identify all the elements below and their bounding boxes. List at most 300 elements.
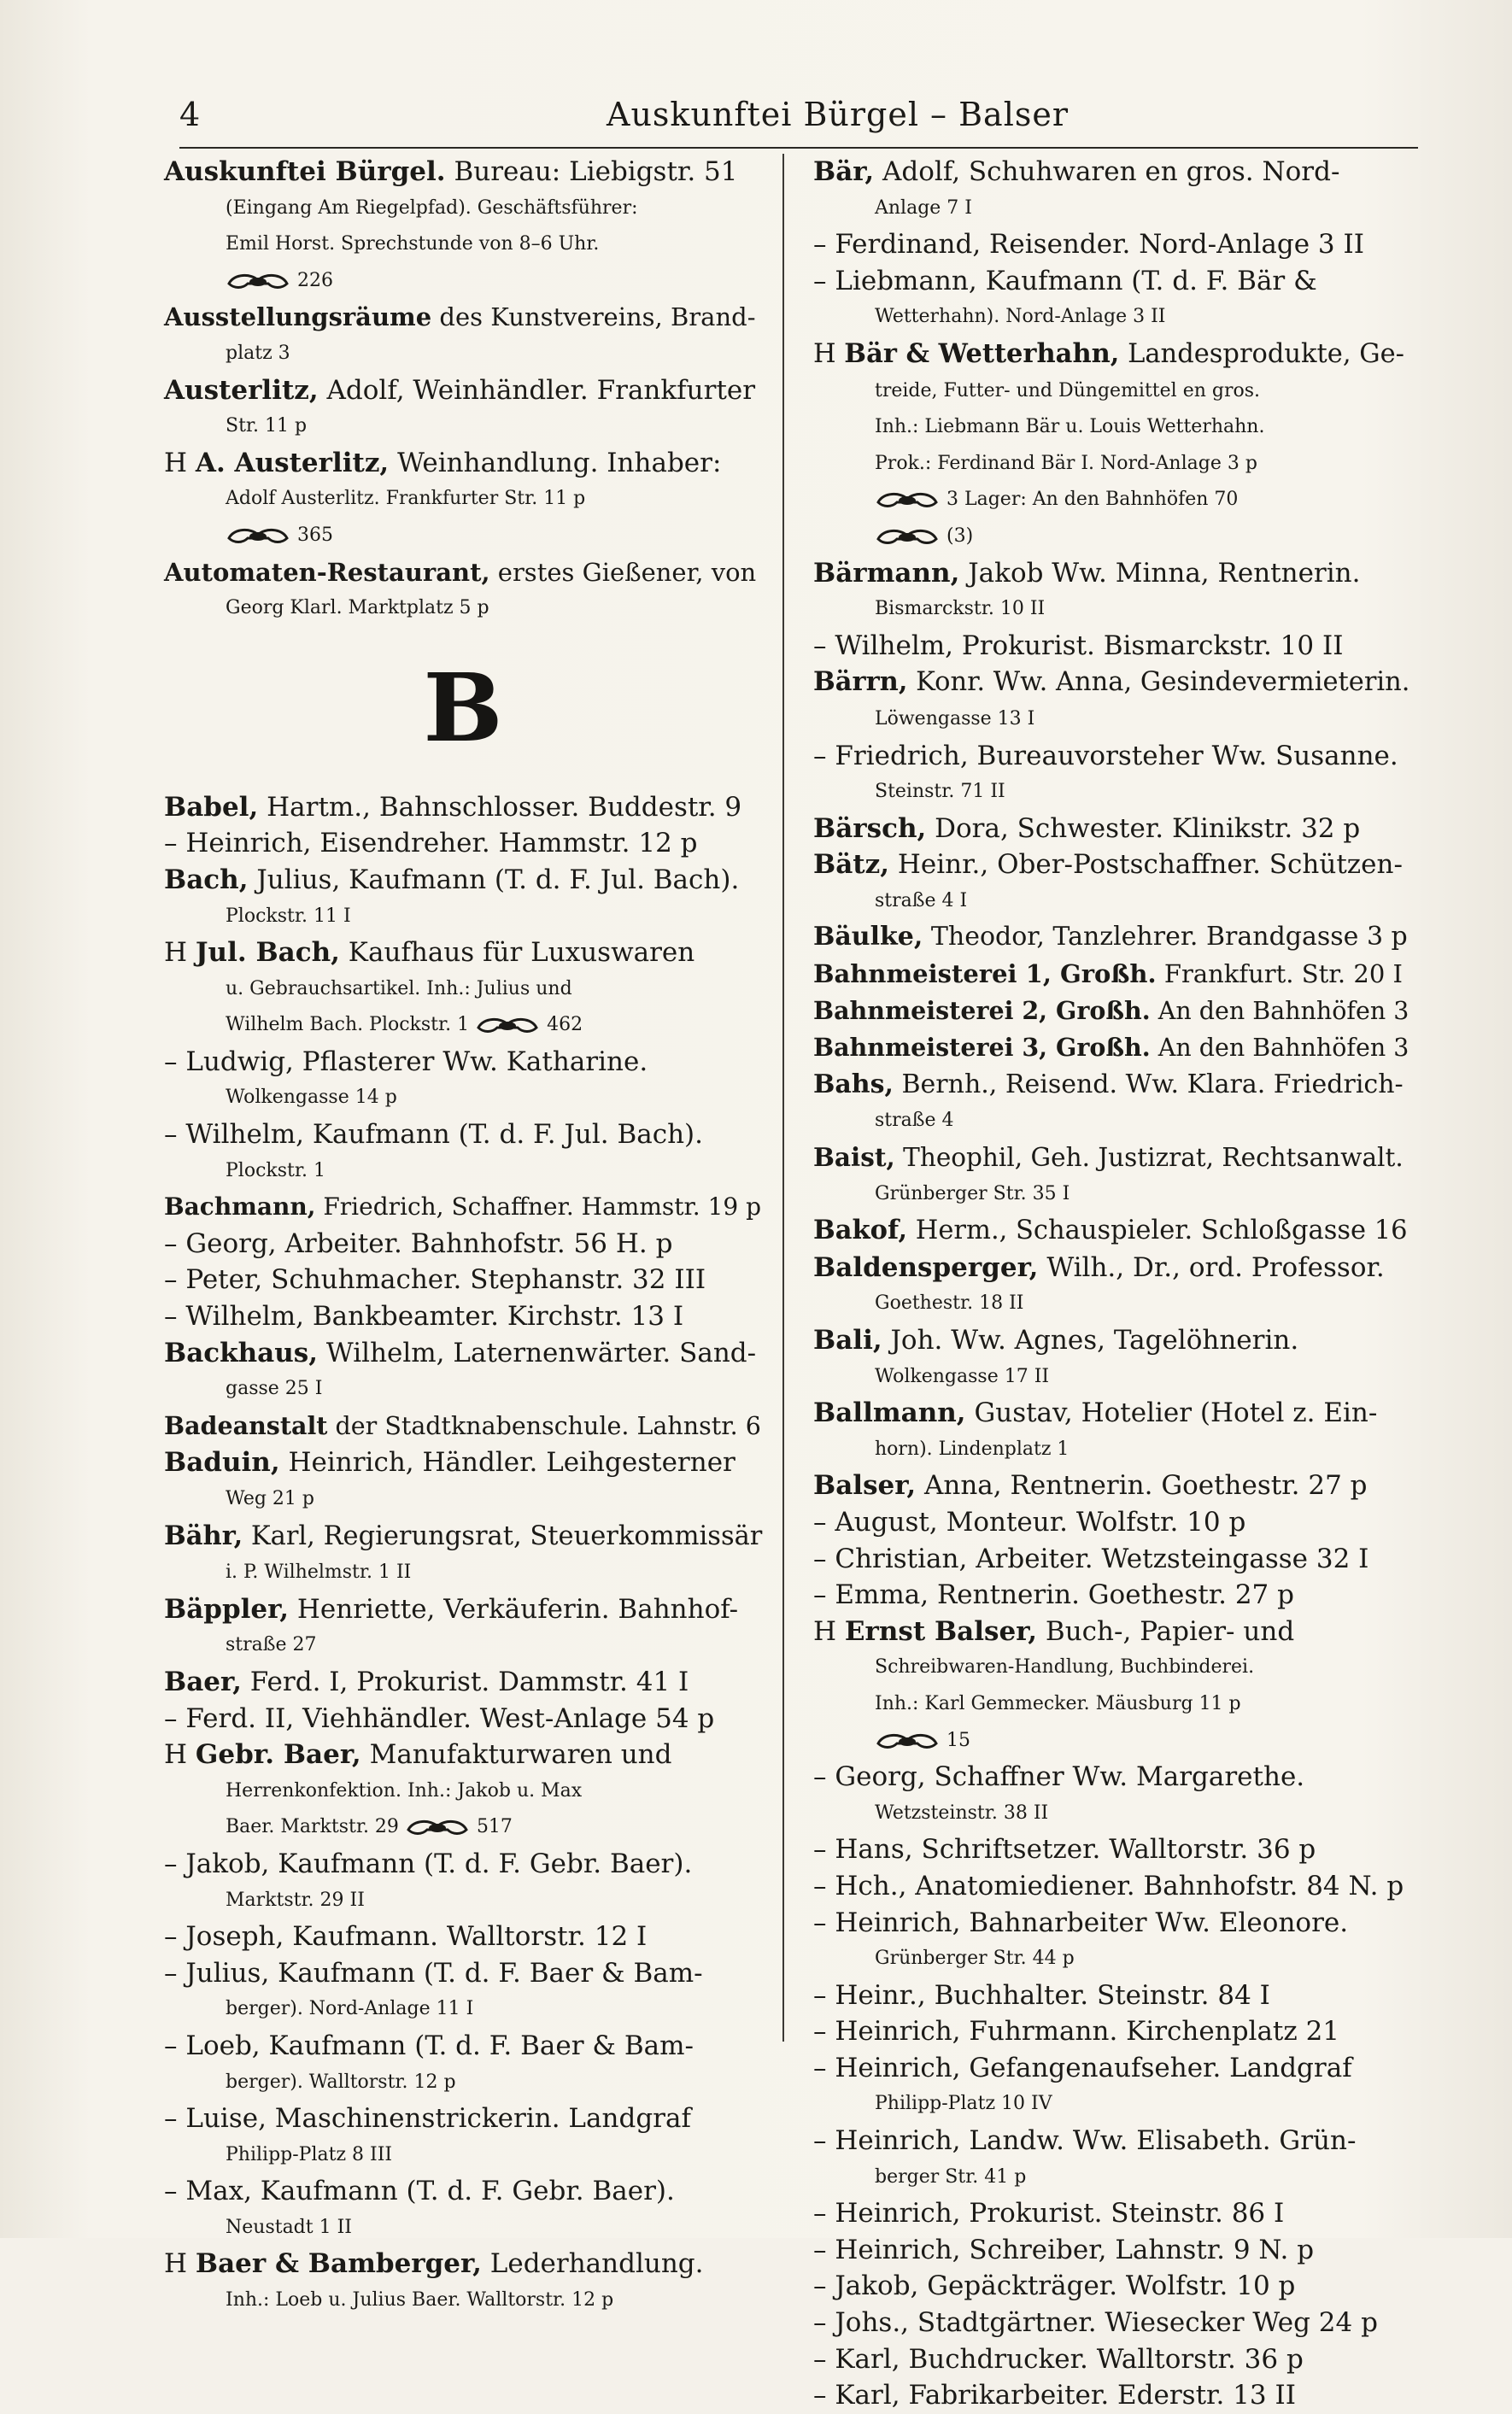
entry-prefix: – [813,229,835,261]
entry-text: Ferd. II, Viehhändler. West-Anlage 54 p [185,1702,715,1734]
entry-line [164,590,762,627]
directory-entry [813,847,1411,919]
entry-line [164,1919,762,1955]
entry-text: Theophil, Geh. Justizrat, Rechtsanwalt. [894,1143,1404,1173]
directory-entry [164,1591,762,1664]
entry-prefix: – [813,2270,835,2302]
entry-line [164,1773,762,1810]
entry-name: Bärmann, [813,557,960,589]
entry-line [164,2210,762,2247]
entry-text: Heinrich, Schreiber, Lahnstr. 9 N. p [835,2234,1315,2265]
directory-entry [813,555,1411,665]
entry-line [813,1977,1411,2014]
entry-line [813,2013,1411,2050]
entry-line [813,1577,1411,1614]
entry-text: Wetzsteinstr. 38 II [875,1802,1049,1824]
entry-prefix: – [813,1543,835,1574]
entry-line [164,263,762,300]
entry-text: Johs., Stadtgärtner. Wiesecker Weg 24 p [835,2307,1378,2339]
entry-text: Georg, Schaffner Ww. Margarethe. [835,1761,1305,1793]
entry-line [813,1941,1411,1977]
directory-entry [813,1322,1411,1395]
entry-text: Inh.: Liebmann Bär u. Louis Wetterhahn. [875,416,1265,438]
entry-text: Steinstr. 71 II [875,781,1005,803]
entry-text: Wilhelm, Kaufmann (T. d. F. Jul. Bach). [185,1119,703,1151]
entry-text: straße 4 I [875,889,968,911]
entry-line [813,446,1411,483]
entry-line [164,1955,762,1992]
entry-name: Ausstellungsräume [164,302,432,332]
entry-line [813,2123,1411,2159]
entry-text: Wolkengasse 14 p [226,1087,397,1109]
entry-line [813,774,1411,811]
entry-line [813,1649,1411,1686]
entry-text: Jakob Ww. Minna, Rentnerin. [959,557,1361,589]
entry-line [164,1809,762,1846]
entry-line [813,1468,1411,1504]
entry-prefix: – [164,1848,186,1879]
entry-text: Str. 11 p [226,415,308,437]
entry-line [164,2246,762,2282]
directory-entry [164,154,762,299]
entry-name: Ballmann, [813,1397,966,1429]
entry-line [813,1103,1411,1140]
entry-text: Löwengasse 13 I [875,707,1035,729]
entry-line [813,1067,1411,1104]
entry-text: Plockstr. 1 [226,1159,325,1181]
entry-text: gasse 25 I [226,1378,323,1400]
entry-line [164,1701,762,1737]
entry-text: Dora, Schwester. Klinikstr. 32 p [926,812,1361,844]
entry-line [164,190,762,227]
entry-text: Wolkengasse 17 II [875,1365,1050,1387]
entry-line [813,1286,1411,1322]
entry-prefix: – [813,2125,835,2157]
entry-text: Hans, Schriftsetzer. Walltorstr. 36 p [835,1834,1316,1866]
entry-text: Georg, Arbeiter. Bahnhofstr. 56 H. p [185,1228,673,1259]
entry-text: Luise, Maschinenstrickerin. Landgraf [185,2103,691,2135]
entry-text: Ferdinand, Reisender. Nord-Anlage 3 II [835,229,1364,261]
telephone-number: 517 [476,1816,513,1838]
entry-text: Jakob, Gepäckträger. Wolfstr. 10 p [835,2270,1296,2302]
entry-prefix: – [164,1921,186,1953]
entry-text: der Stadtknabenschule. Lahnstr. 6 [327,1411,761,1440]
entry-text: Heinrich, Fuhrmann. Kirchenplatz 21 [835,2016,1340,2048]
directory-entry [813,919,1411,956]
telephone-icon [405,1816,470,1838]
entry-text: Prok.: Ferdinand Bär I. Nord-Anlage 3 p [875,452,1257,474]
directory-entry [813,811,1411,847]
entry-line [813,1322,1411,1359]
entry-line [813,2305,1411,2341]
entry-prefix: – [813,2234,835,2265]
entry-text: Goethestr. 18 II [875,1292,1024,1315]
entry-name: Bär, [813,156,875,187]
entry-line [813,1723,1411,1760]
directory-entry [813,1395,1411,1468]
entry-line [813,263,1411,300]
entry-name: Bakof, [813,1215,908,1246]
entry-text: Hch., Anatomiediener. Bahnhofstr. 84 N. p [835,1870,1404,1901]
entry-line [164,1555,762,1591]
telephone-icon [226,524,290,547]
entry-prefix: – [813,1907,835,1938]
entry-text: Gustav, Hotelier (Hotel z. Ein- [965,1397,1378,1429]
entry-prefix: – [813,2343,835,2375]
entry-line [813,1614,1411,1650]
entry-text: berger). Nord-Anlage 11 I [226,1998,474,2020]
entry-line [813,1359,1411,1396]
entry-name: Bahnmeisterei 2, Großh. [813,995,1151,1025]
entry-line [164,1080,762,1116]
entry-text: 3 Lager: An den Bahnhöfen 70 [946,489,1239,511]
entry-text: berger). Walltorstr. 12 p [226,2071,456,2093]
entry-text: Lederhandlung. [481,2248,704,2280]
entry-text: Ferd. I, Prokurist. Dammstr. 41 I [241,1666,689,1697]
directory-entry [164,554,762,627]
entry-name: Bahnmeisterei 3, Großh. [813,1033,1151,1063]
entry-text: Manufakturwaren und [360,1739,672,1771]
entry-text: Henriette, Verkäuferin. Bahnhof- [289,1593,739,1625]
entry-line [813,1905,1411,1942]
entry-name: Austerlitz, [164,374,319,406]
entry-text: Heinrich, Eisendreher. Hammstr. 12 p [185,828,698,859]
entry-text: Hartm., Bahnschlosser. Buddestr. 9 [258,791,742,823]
entry-prefix: – [813,2380,835,2411]
entry-prefix: – [164,1119,186,1151]
directory-entry [813,1067,1411,1140]
entry-text: August, Monteur. Wolfstr. 10 p [835,1506,1246,1538]
entry-line [813,628,1411,665]
directory-entry [813,664,1411,810]
entry-line [813,1029,1411,1067]
entry-text: Joh. Ww. Agnes, Tagelöhnerin. [882,1325,1299,1356]
directory-entry [164,862,762,1189]
directory-entry [813,1468,1411,2413]
entry-line [813,154,1411,190]
entry-line [813,2268,1411,2305]
entry-prefix: – [813,2307,835,2339]
entry-line [813,409,1411,446]
entry-text: Karl, Buchdrucker. Walltorstr. 36 p [835,2343,1304,2375]
entry-text: Wilhelm, Bankbeamter. Kirchstr. 13 I [185,1301,684,1333]
directory-entry [164,372,762,554]
entry-prefix: – [813,1506,835,1538]
entry-text: Georg Klarl. Marktplatz 5 p [226,597,489,619]
entry-name: Baer & Bamberger, [195,2248,482,2280]
entry-prefix: – [164,2176,186,2207]
entry-prefix: – [164,1046,186,1077]
entry-line [813,591,1411,628]
entry-line [164,1591,762,1628]
entry-text: straße 27 [226,1634,317,1656]
directory-entry [164,1518,762,1591]
entry-line [164,1883,762,1919]
entry-text: Peter, Schuhmacher. Stephanstr. 32 III [185,1264,706,1296]
entry-name: A. Austerlitz, [195,447,390,478]
entry-prefix: – [164,1957,186,1989]
entry-text: Grünberger Str. 44 p [875,1948,1075,1970]
telephone-number: 462 [547,1014,583,1036]
entry-name: Bähr, [164,1520,243,1551]
entry-line [813,883,1411,920]
entry-name: Bali, [813,1325,882,1356]
entry-line [164,935,762,971]
entry-line [813,226,1411,263]
entry-line [164,1262,762,1298]
directory-entry [164,1444,762,1517]
directory-entry [813,1029,1411,1067]
entry-text: Christian, Arbeiter. Wetzsteingasse 32 I [835,1543,1369,1574]
entry-text: Weinhandlung. Inhaber: [389,447,722,478]
entry-prefix: – [164,2103,186,2135]
entry-name: Bäppler, [164,1593,290,1625]
entry-prefix: – [164,1228,186,1259]
entry-text: An den Bahnhöfen 3 [1150,1034,1409,1063]
entry-text: 15 [946,1729,970,1751]
running-head: Auskunftei Bürgel – Balser [607,96,1070,133]
entry-line [813,847,1411,883]
entry-line [164,554,762,591]
directory-entry [164,1408,762,1445]
entry-text: Adolf, Weinhändler. Frankfurter [318,374,756,406]
section-letter: B [423,652,503,763]
entry-line [813,664,1411,701]
entry-text: Friedrich, Schaffner. Hammstr. 19 p [315,1192,762,1222]
entry-line [813,336,1411,373]
entry-text: Heinrich, Landw. Ww. Elisabeth. Grün- [835,2125,1357,2157]
entry-name: Baer, [164,1666,242,1697]
entry-line [164,226,762,263]
directory-entry [164,1189,762,1334]
entry-text: Herm., Schauspieler. Schloßgasse 16 [907,1216,1408,1246]
entry-text: Weg 21 p [226,1488,314,1509]
entry-text: Julius, Kaufmann (T. d. F. Baer & Bam- [185,1957,703,1989]
entry-text: Anna, Rentnerin. Goethestr. 27 p [916,1470,1368,1502]
entry-line [164,1444,762,1481]
entry-line [164,899,762,935]
entry-text: Heinrich, Händler. Leihgesterner [279,1447,735,1479]
entry-line [813,1212,1411,1250]
entry-text: i. P. Wilhelmstr. 1 II [226,1561,412,1584]
entry-text: Bernh., Reisend. Ww. Klara. Friedrich- [893,1069,1404,1099]
entry-text: 226 [297,269,333,291]
entry-line [164,1116,762,1153]
entry-name: Automaten-Restaurant, [164,557,490,587]
entry-prefix: – [813,2052,835,2083]
right-column [813,154,1411,2414]
page-header [179,96,1418,147]
entry-line [813,1395,1411,1432]
entry-text: Wilh., Dr., ord. Professor. [1038,1251,1385,1283]
entry-text: Wilhelm, Prokurist. Bismarckstr. 10 II [835,630,1344,661]
entry-line [813,1250,1411,1286]
entry-prefix: – [164,2030,186,2061]
entry-text: Baer. Marktstr. 29 [226,1816,399,1838]
entry-text: Inh.: Loeb u. Julius Baer. Walltorstr. 12 p [226,2289,614,2311]
directory-entry [164,299,762,372]
entry-name: Bach, [164,864,249,895]
telephone-icon [875,489,940,511]
entry-line [813,1504,1411,1541]
telephone-icon [875,525,940,548]
entry-name: Bäulke, [813,922,923,952]
entry-text: Heinr., Ober-Postschaffner. Schützen- [889,849,1403,881]
entry-prefix: H [164,937,196,969]
column-divider [782,154,784,2042]
entry-text: (Eingang Am Riegelpfad). Geschäftsführer: [226,196,638,219]
entry-prefix: – [813,630,835,661]
entry-line [164,2101,762,2137]
entry-line [813,190,1411,227]
entry-text: Heinr., Buchhalter. Steinstr. 84 I [835,1979,1270,2011]
entry-line [164,299,762,336]
entry-line [813,2050,1411,2087]
entry-prefix: – [813,2016,835,2048]
entry-line [813,2086,1411,2123]
entry-text: Emma, Rentnerin. Goethestr. 27 p [835,1579,1294,1611]
entry-text: Bismarckstr. 10 II [875,598,1046,620]
entry-name: Baist, [813,1142,895,1173]
entry-line [164,408,762,445]
entry-text: berger Str. 41 p [875,2165,1027,2188]
header-rule [179,147,1418,149]
entry-text: Heinrich, Gefangenaufseher. Landgraf [835,2052,1352,2083]
entry-text: Liebmann, Kaufmann (T. d. F. Bär & [835,265,1317,296]
entry-line [164,1007,762,1044]
entry-text: Friedrich, Bureauvorsteher Ww. Susanne. [835,740,1398,771]
directory-entry [813,154,1411,555]
entry-name: Gebr. Baer, [195,1739,361,1771]
entry-line [813,1759,1411,1796]
entry-line [164,1846,762,1883]
entry-prefix: – [813,265,835,296]
entry-text: Plockstr. 11 I [226,905,351,927]
entry-line [164,2065,762,2101]
entry-prefix: – [813,1870,835,1901]
entry-line [164,1991,762,2028]
entry-text: Konr. Ww. Anna, Gesindevermieterin. [907,667,1410,698]
entry-name: Bahnmeisterei 1, Großh. [813,959,1157,989]
entry-line [164,2028,762,2065]
entry-line [164,336,762,372]
entry-line [813,1432,1411,1468]
directory-entry [813,1212,1411,1250]
entry-text: des Kunstvereins, Brand- [431,302,756,332]
entry-name: Bärrn, [813,666,908,698]
entry-prefix: H [164,1739,196,1771]
entry-text: platz 3 [226,342,290,364]
entry-line [164,1153,762,1190]
entry-text: Marktstr. 29 II [226,1889,365,1911]
entry-prefix: – [813,1761,835,1793]
entry-name: Bärsch, [813,812,927,844]
entry-text: Wilhelm Bach. Plockstr. 1 [226,1014,470,1036]
entry-line [164,518,762,554]
entry-line [164,789,762,826]
entry-prefix: – [164,1301,186,1333]
entry-line [164,1371,762,1408]
entry-text: Theodor, Tanzlehrer. Brandgasse 3 p [923,922,1408,952]
entry-text: Julius, Kaufmann (T. d. F. Jul. Bach). [248,864,740,895]
entry-line [813,2232,1411,2269]
entry-text: Frankfurt. Str. 20 I [1156,959,1403,989]
entry-text: Schreibwaren-Handlung, Buchbinderei. [875,1656,1255,1679]
entry-text: Wetterhahn). Nord-Anlage 3 II [875,306,1166,328]
entry-text: Adolf, Schuhwaren en gros. Nord- [874,156,1340,187]
directory-entry [164,1664,762,2319]
entry-line [813,2341,1411,2378]
directory-entry [164,789,762,862]
telephone-icon [875,1730,940,1752]
entry-text: Philipp-Platz 8 III [226,2143,393,2165]
entry-line [164,2173,762,2210]
entry-prefix: H [164,2248,196,2280]
entry-text: Neustadt 1 II [226,2216,352,2238]
entry-prefix: – [164,828,186,859]
entry-line [813,555,1411,592]
entry-line [164,1518,762,1556]
entry-text: Landesprodukte, Ge- [1119,338,1404,369]
entry-line [813,701,1411,738]
entry-line [813,1796,1411,1832]
left-column [164,154,762,2319]
entry-prefix: – [813,2198,835,2229]
entry-text: Bureau: Liebigstr. 51 [445,156,738,187]
entry-prefix: – [813,740,835,771]
entry-text: Grünberger Str. 35 I [875,1182,1070,1204]
entry-line [813,1686,1411,1723]
entry-name: Backhaus, [164,1337,319,1368]
directory-entry [813,1250,1411,1322]
entry-line [813,811,1411,847]
entry-line [164,1737,762,1773]
entry-prefix: – [164,1264,186,1296]
entry-prefix: H [813,338,845,369]
entry-line [164,372,762,409]
entry-prefix: H [164,447,196,478]
entry-text: horn). Lindenplatz 1 [875,1438,1070,1460]
entry-line [164,971,762,1008]
entry-line [813,1831,1411,1868]
page-number: 4 [179,96,201,133]
entry-line [813,738,1411,775]
entry-text: (3) [946,524,974,547]
entry-text: Inh.: Karl Gemmecker. Mäusburg 11 p [875,1692,1241,1714]
entry-line [164,1226,762,1263]
entry-text: u. Gebrauchsartikel. Inh.: Julius und [226,977,572,999]
entry-name: Balser, [813,1470,917,1502]
entry-text: 365 [297,524,333,546]
entry-line [813,993,1411,1030]
entry-text: Anlage 7 I [875,196,972,219]
telephone-icon [475,1014,540,1036]
entry-name: Bachmann, [164,1192,316,1222]
entry-text: Philipp-Platz 10 IV [875,2093,1052,2115]
entry-line [164,1298,762,1335]
entry-line [813,2159,1411,2196]
entry-line [164,154,762,190]
entry-line [813,1868,1411,1905]
entry-line [164,445,762,482]
entry-line [164,825,762,862]
directory-entry [813,1140,1411,1212]
entry-text: straße 4 [875,1110,954,1132]
entry-line [164,1481,762,1518]
entry-name: Badeanstalt [164,1410,328,1440]
entry-name: Bär & Wetterhahn, [844,337,1120,369]
entry-text: Heinrich, Prokurist. Steinstr. 86 I [835,2198,1285,2229]
